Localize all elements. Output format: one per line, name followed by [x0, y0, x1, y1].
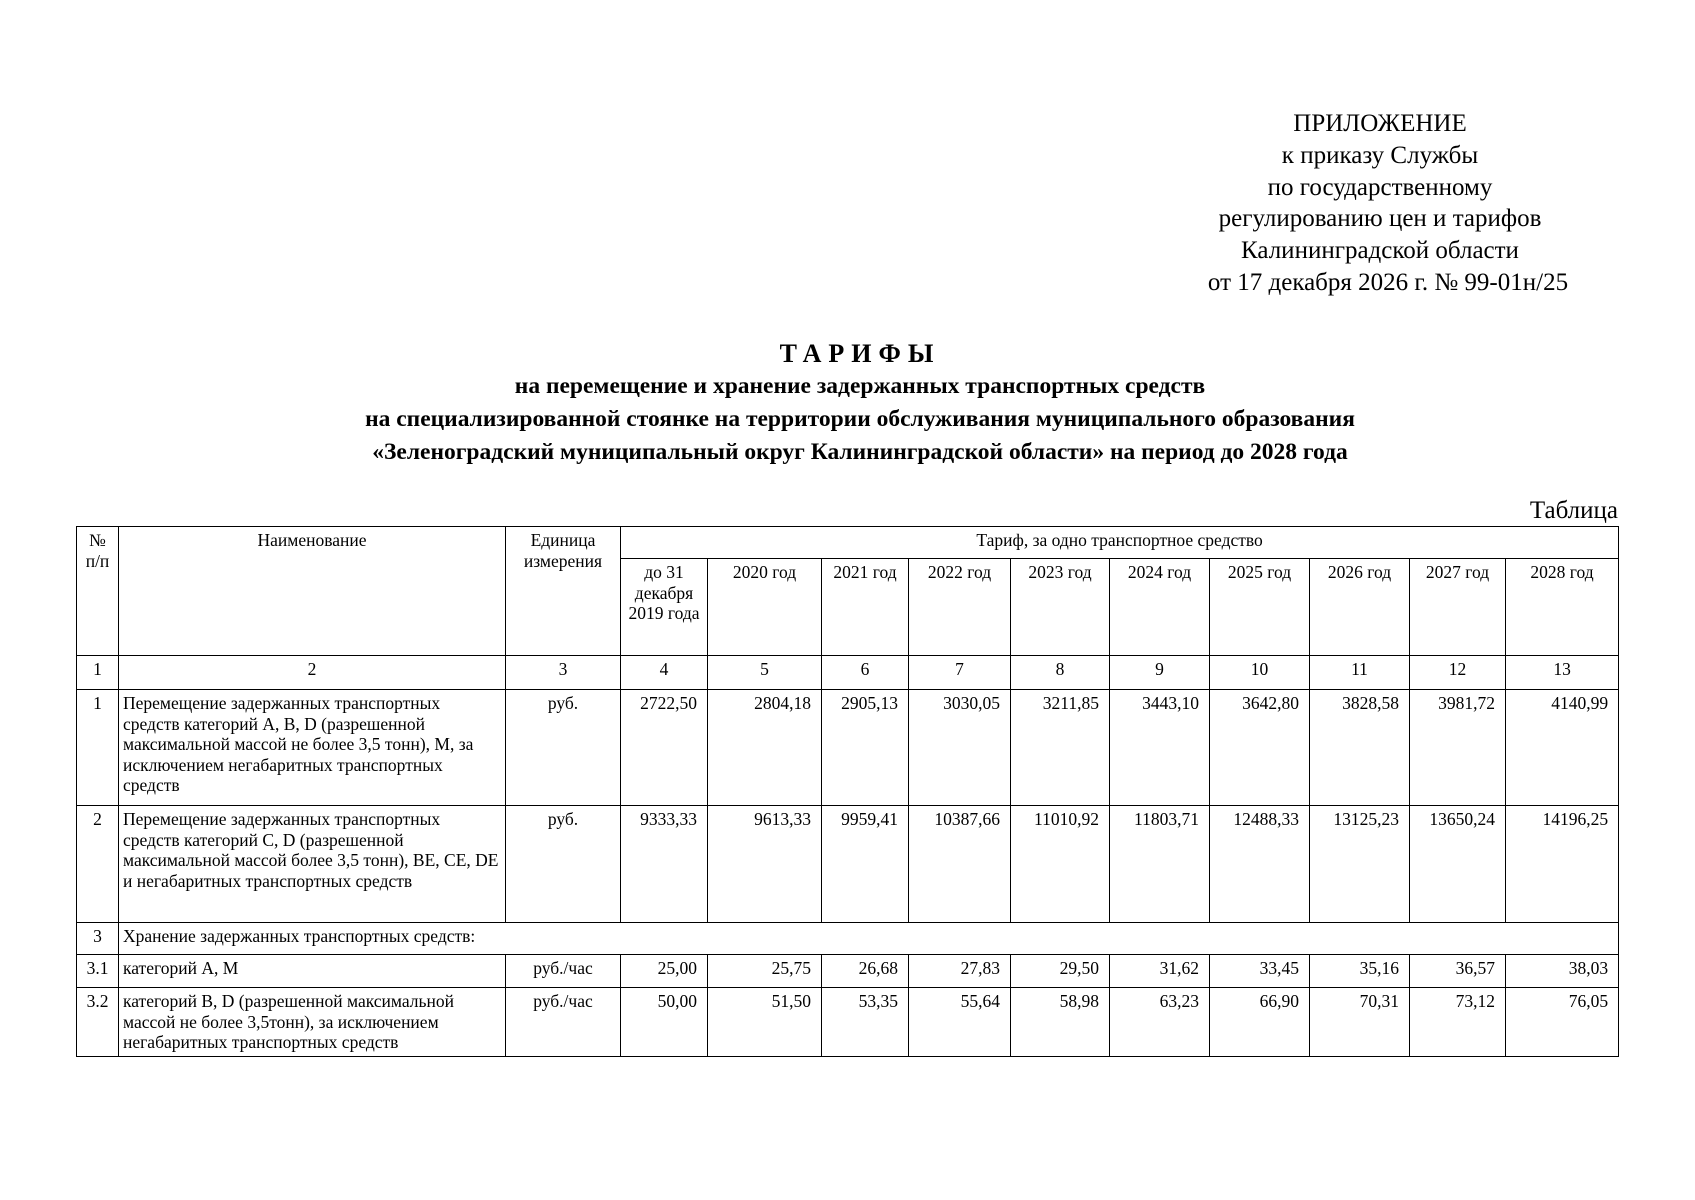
column-index: 5	[708, 656, 822, 690]
row-value: 27,83	[909, 955, 1011, 988]
row-value: 29,50	[1011, 955, 1110, 988]
table-row	[77, 690, 1619, 806]
row-value: 2905,13	[822, 690, 909, 806]
column-index: 3	[506, 656, 621, 690]
row-value: 58,98	[1011, 988, 1110, 1057]
row-num: 2	[77, 806, 119, 923]
header-unit: Единица измерения	[506, 527, 621, 656]
row-value: 3828,58	[1310, 690, 1410, 806]
document-title: ТАРИФЫ	[779, 339, 941, 368]
row-name: Перемещение задержанных транспортных средств категорий C, D (разрешенной максимальной массой более 3,5 тонн), BE, CE, DE и негабаритных транспортных средств	[119, 806, 506, 923]
row-num: 1	[77, 690, 119, 806]
row-value: 4140,99	[1506, 690, 1619, 806]
column-index: 1	[77, 656, 119, 690]
appendix-line: регулированию цен и тарифов	[1218, 205, 1542, 233]
table-section-row	[77, 923, 1619, 955]
table-row	[77, 955, 1619, 988]
column-index: 4	[621, 656, 708, 690]
row-unit: руб./час	[506, 955, 621, 988]
table-label: Таблица	[1529, 497, 1618, 524]
row-value: 38,03	[1506, 955, 1619, 988]
row-value: 55,64	[909, 988, 1011, 1057]
row-section-title: Хранение задержанных транспортных средств:	[119, 923, 1619, 955]
document-subtitle-line: «Зеленоградский муниципальный округ Калининградской области» на период до 2028 года	[372, 439, 1348, 465]
header-year: 2024 год	[1110, 559, 1210, 656]
appendix-title: ПРИЛОЖЕНИЕ	[1293, 110, 1467, 137]
header-num: № п/п	[77, 527, 119, 656]
row-value: 73,12	[1410, 988, 1506, 1057]
header-row	[77, 527, 1619, 559]
row-value: 2804,18	[708, 690, 822, 806]
table-row	[77, 806, 1619, 923]
document-title-block	[80, 338, 1640, 469]
column-index: 12	[1410, 656, 1506, 690]
row-value: 10387,66	[909, 806, 1011, 923]
column-index: 6	[822, 656, 909, 690]
row-unit: руб./час	[506, 988, 621, 1057]
appendix-line: Калининградской области	[1241, 237, 1519, 265]
header-year: 2023 год	[1011, 559, 1110, 656]
row-value: 26,68	[822, 955, 909, 988]
column-index: 2	[119, 656, 506, 690]
row-num: 3.2	[77, 988, 119, 1057]
row-unit: руб.	[506, 806, 621, 923]
header-year: 2025 год	[1210, 559, 1310, 656]
appendix-line: по государственному	[1267, 173, 1493, 201]
document-subtitle-line: на специализированной стоянке на территории обслуживания муниципального образования	[365, 406, 1355, 432]
row-value: 13125,23	[1310, 806, 1410, 923]
row-value: 14196,25	[1506, 806, 1619, 923]
table-row	[77, 988, 1619, 1057]
header-year: 2020 год	[708, 559, 822, 656]
row-value: 36,57	[1410, 955, 1506, 988]
column-index: 13	[1506, 656, 1619, 690]
row-value: 33,45	[1210, 955, 1310, 988]
document-subtitle-line: на перемещение и хранение задержанных транспортных средств	[514, 373, 1206, 399]
column-index: 9	[1110, 656, 1210, 690]
row-value: 31,62	[1110, 955, 1210, 988]
appendix-order-date: от 17 декабря 2026 г. № 99-01н/25	[1207, 268, 1569, 296]
row-name: категорий A, M	[119, 955, 506, 988]
header-tariff: Тариф, за одно транспортное средство	[621, 527, 1619, 559]
row-value: 50,00	[621, 988, 708, 1057]
row-value: 9613,33	[708, 806, 822, 923]
header-year: 2021 год	[822, 559, 909, 656]
row-value: 35,16	[1310, 955, 1410, 988]
tariff-table	[76, 526, 1619, 1057]
row-value: 66,90	[1210, 988, 1310, 1057]
header-year: 2022 год	[909, 559, 1011, 656]
row-value: 70,31	[1310, 988, 1410, 1057]
row-value: 3030,05	[909, 690, 1011, 806]
row-num: 3.1	[77, 955, 119, 988]
row-value: 3443,10	[1110, 690, 1210, 806]
row-value: 76,05	[1506, 988, 1619, 1057]
row-value: 3211,85	[1011, 690, 1110, 806]
row-value: 63,23	[1110, 988, 1210, 1057]
row-value: 9333,33	[621, 806, 708, 923]
row-value: 2722,50	[621, 690, 708, 806]
row-name: категорий B, D (разрешенной максимальной массой не более 3,5тонн), за исключением негабаритных транспортных средств	[119, 988, 506, 1057]
row-value: 25,75	[708, 955, 822, 988]
row-value: 11010,92	[1011, 806, 1110, 923]
appendix-line: к приказу Службы	[1281, 141, 1479, 169]
row-value: 51,50	[708, 988, 822, 1057]
column-index-row	[77, 656, 1619, 690]
row-value: 53,35	[822, 988, 909, 1057]
row-value: 25,00	[621, 955, 708, 988]
row-num: 3	[77, 923, 119, 955]
header-year: до 31 декабря 2019 года	[621, 559, 708, 656]
column-index: 10	[1210, 656, 1310, 690]
column-index: 11	[1310, 656, 1410, 690]
row-value: 12488,33	[1210, 806, 1310, 923]
row-value: 9959,41	[822, 806, 909, 923]
header-year: 2027 год	[1410, 559, 1506, 656]
appendix-header	[1140, 108, 1620, 299]
column-index: 7	[909, 656, 1011, 690]
row-value: 11803,71	[1110, 806, 1210, 923]
row-name: Перемещение задержанных транспортных средств категорий A, B, D (разрешенной максимальной массой не более 3,5 тонн), M, за исключением негабаритных транспортных средств	[119, 690, 506, 806]
header-name: Наименование	[119, 527, 506, 656]
row-value: 3981,72	[1410, 690, 1506, 806]
header-year: 2026 год	[1310, 559, 1410, 656]
column-index: 8	[1011, 656, 1110, 690]
header-year: 2028 год	[1506, 559, 1619, 656]
row-value: 3642,80	[1210, 690, 1310, 806]
row-unit: руб.	[506, 690, 621, 806]
row-value: 13650,24	[1410, 806, 1506, 923]
